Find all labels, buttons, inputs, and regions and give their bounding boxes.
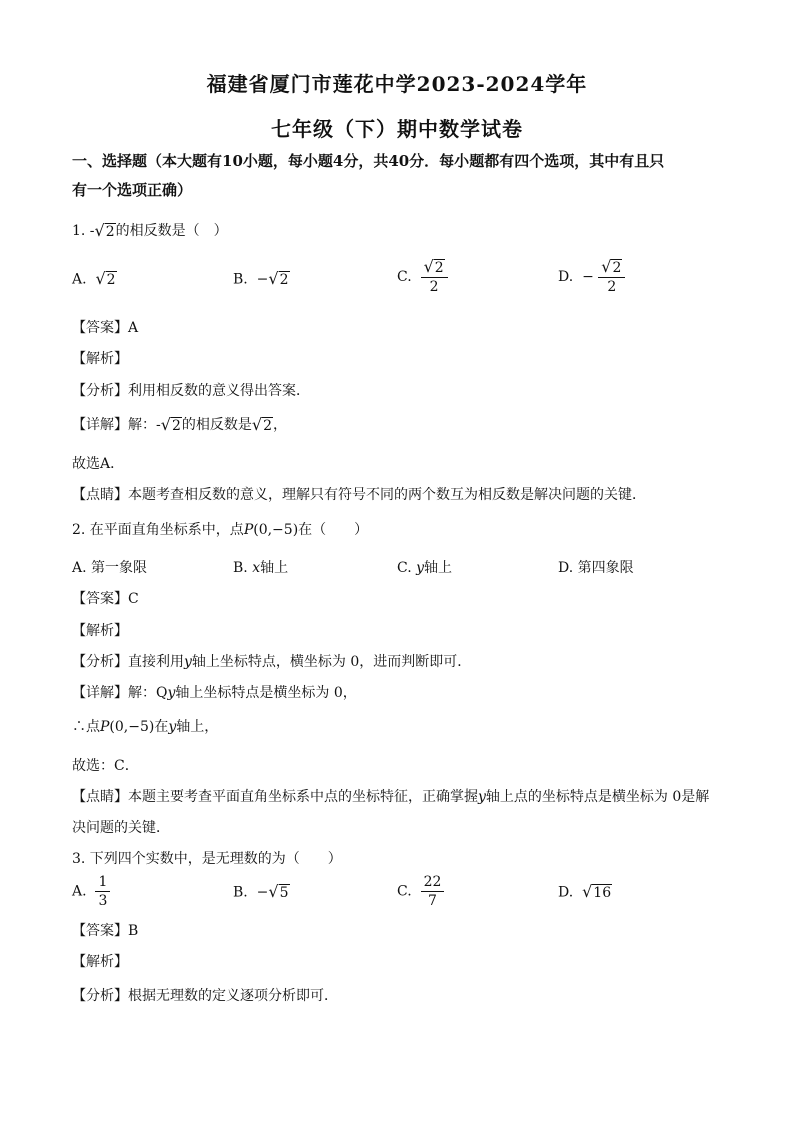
- q2-fenxi: 【分析】直接利用y轴上坐标特点，横坐标为 0，进而判断即可．: [72, 654, 472, 670]
- q2-stem: 2. 在平面直角坐标系中，点P(0,−5)在（ ）: [72, 522, 369, 538]
- q1-stem: 1. - √ 2 的相反数是（ ）: [72, 220, 228, 240]
- exam-title-line2: 七年级（下）期中数学试卷: [271, 117, 523, 141]
- q2-comment-line1: 【点睛】本题主要考查平面直角坐标系中点的坐标特征，正确掌握y轴上点的坐标特点是横坐标为 0是解: [72, 789, 710, 805]
- q1-option-d: D. − √ 2 2: [558, 258, 625, 296]
- q1-comment: 【点睛】本题考查相反数的意义，理解只有符号不同的两个数互为相反数是解决问题的关键．: [72, 487, 646, 503]
- q3-option-a: A. $\frac{1}{3}$: [72, 873, 110, 910]
- q3-analysis-heading: 【解析】: [72, 954, 128, 970]
- q3-option-c: C. $\frac{22}{7}$: [397, 873, 444, 910]
- q1-detail: 【详解】解：- √ 2 的相反数是 √ 2 ，: [72, 414, 287, 434]
- q3-stem: 3. 下列四个实数中，是无理数的为（ ）: [72, 851, 342, 867]
- section-heading-line1: 一、选择题（本大题有10小题，每小题4分，共40分．每小题都有四个选项，其中有且只: [72, 152, 665, 170]
- q2-choose: 故选：C．: [72, 758, 139, 774]
- q2-analysis-heading: 【解析】: [72, 623, 128, 639]
- q2-option-c: C. y轴上: [397, 560, 453, 576]
- section-heading-line2: 有一个选项正确）: [72, 181, 193, 199]
- q2-option-a: A. 第一象限: [72, 560, 148, 576]
- q2-therefore: ∴点P(0,−5)在y轴上，: [72, 719, 219, 735]
- q2-option-b: B. x轴上: [233, 560, 289, 576]
- q2-option-d: D. 第四象限: [558, 560, 634, 576]
- q1-stem-sqrt: √ 2: [94, 220, 115, 240]
- q3-answer: 【答案】B: [72, 923, 139, 939]
- q1-fenxi: 【分析】利用相反数的意义得出答案．: [72, 383, 310, 399]
- q3-option-b: B. − √ 5: [233, 882, 289, 901]
- q3-fenxi: 【分析】根据无理数的定义逐项分析即可．: [72, 988, 338, 1004]
- exam-title-line1: 福建省厦门市莲花中学2023-2024学年: [206, 72, 588, 96]
- q3-option-d: D. √ 16: [558, 882, 612, 901]
- q1-choose: 故选A．: [72, 456, 125, 472]
- q2-answer: 【答案】C: [72, 591, 139, 607]
- q1-analysis-heading: 【解析】: [72, 351, 128, 367]
- q1-option-c: C. √ 2 2: [397, 258, 448, 296]
- q1-answer: 【答案】A: [72, 320, 139, 336]
- q2-detail: 【详解】解：Qy轴上坐标特点是横坐标为 0，: [72, 685, 357, 701]
- q1-option-a: A. √ 2: [72, 269, 116, 288]
- q1-option-b: B. − √ 2: [233, 269, 289, 288]
- q2-comment-line2: 决问题的关键．: [72, 820, 170, 836]
